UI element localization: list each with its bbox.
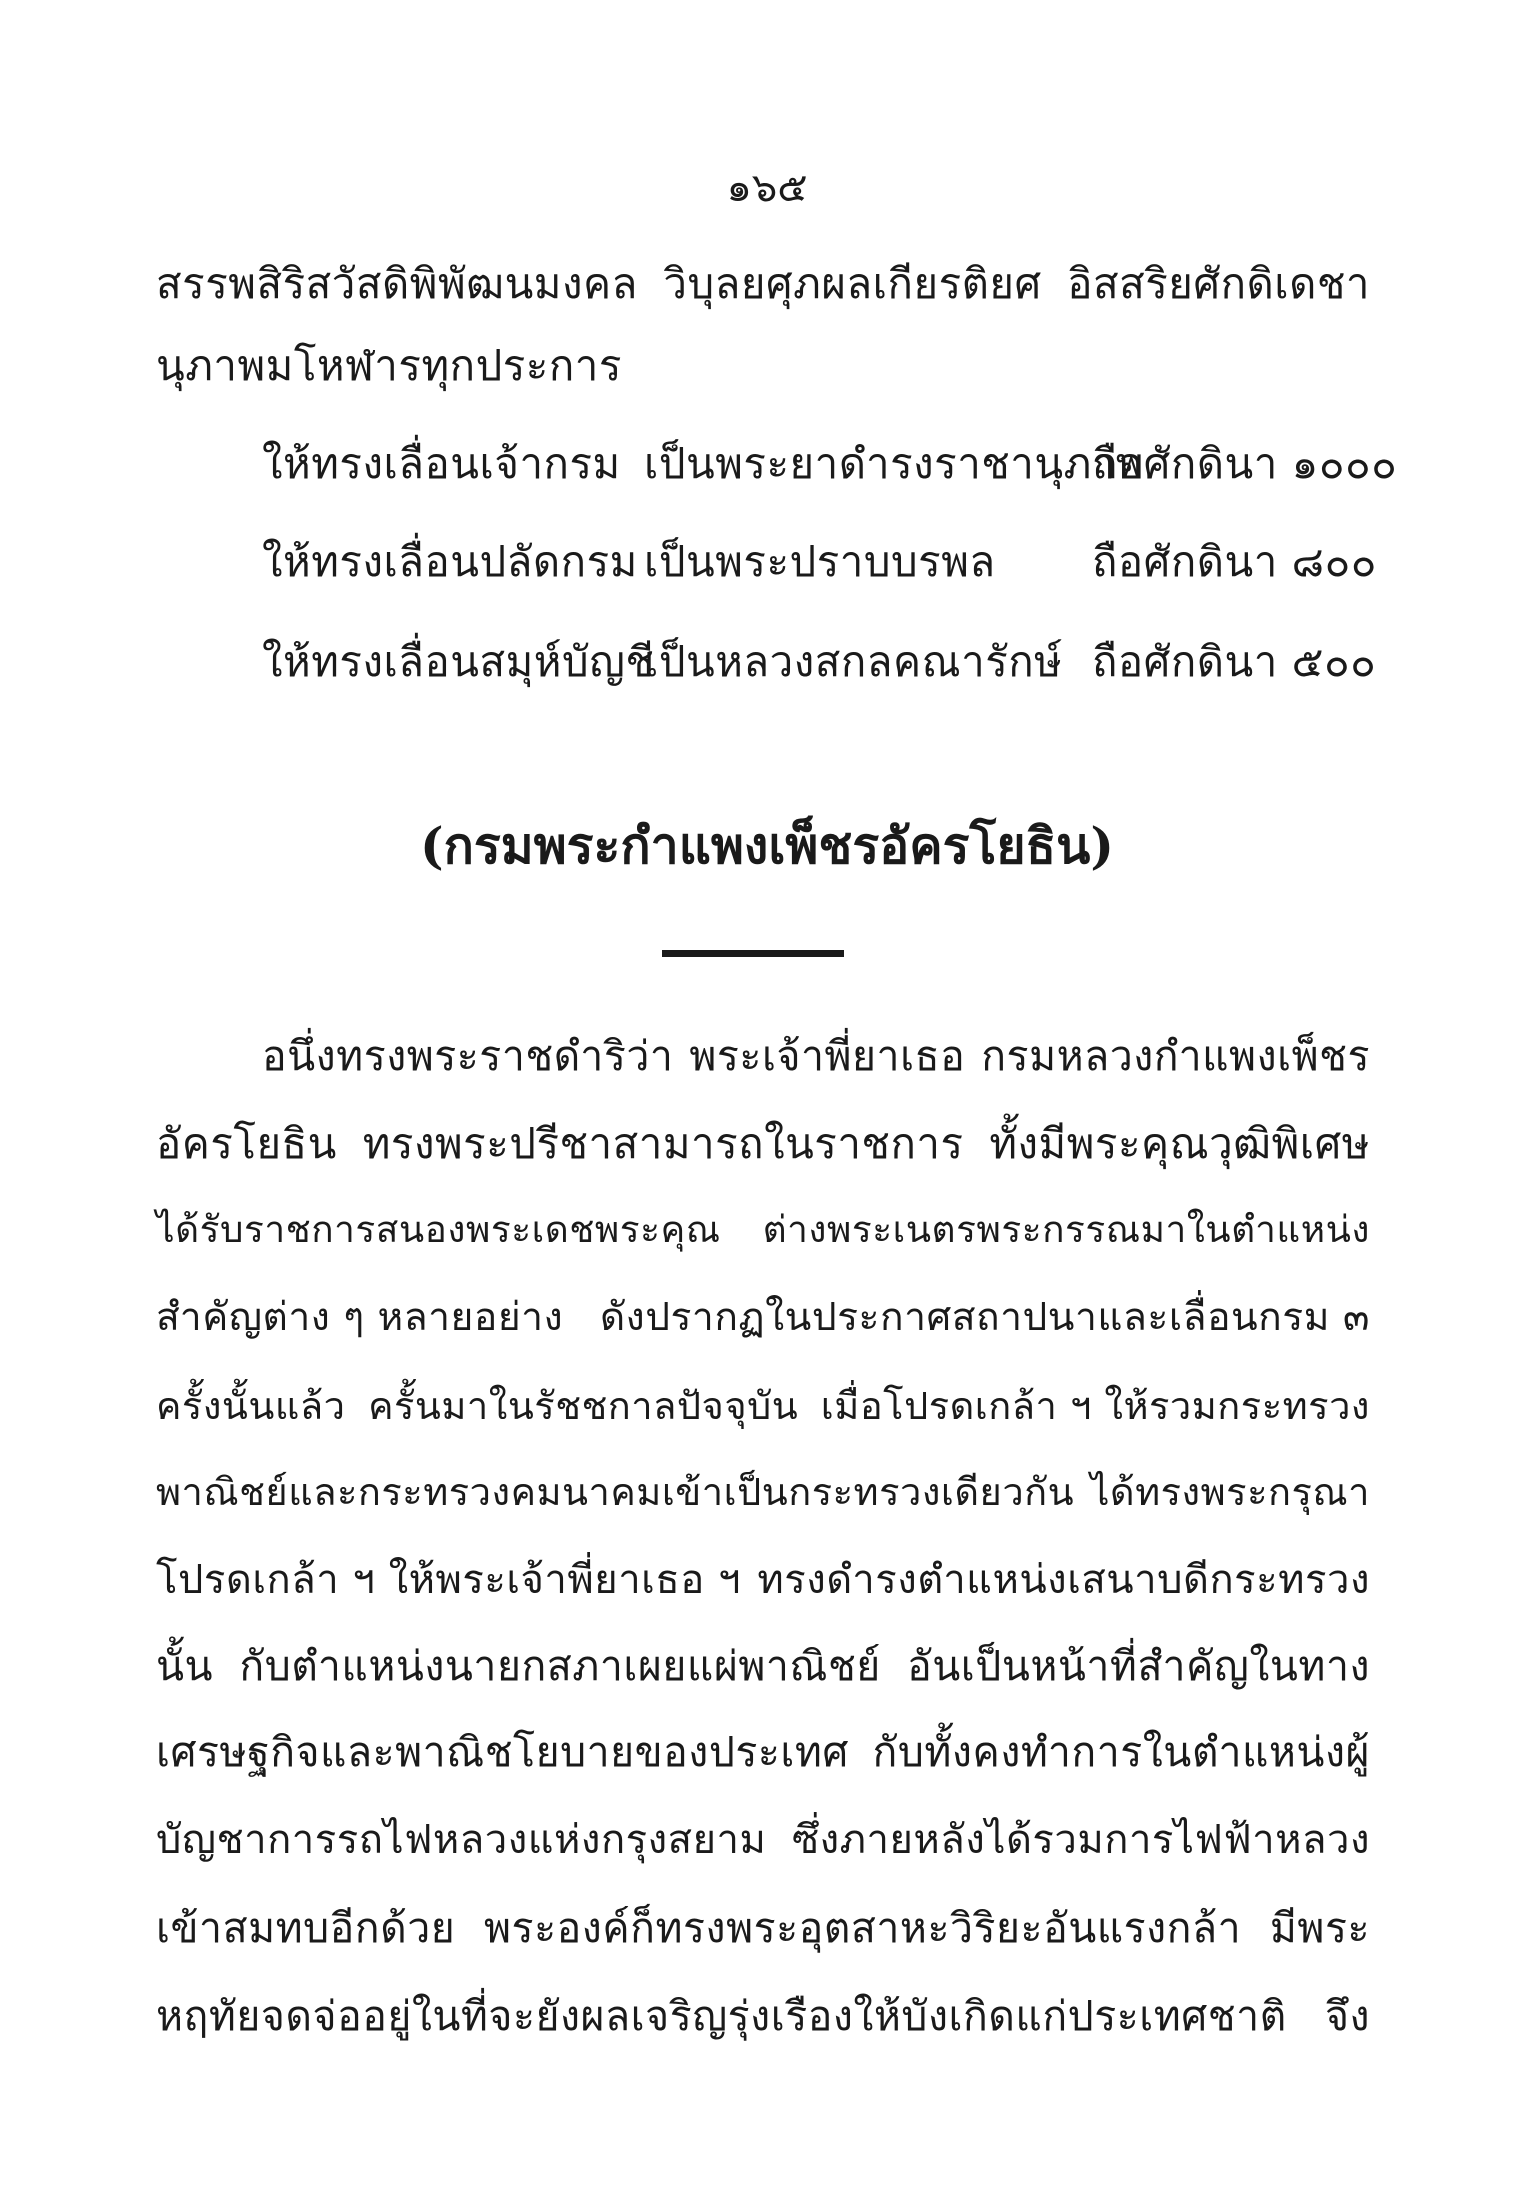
body-text: อัครโยธิน <box>156 1119 337 1168</box>
body-text: ได้ทรงพระกรุณา <box>1090 1470 1370 1514</box>
body-text: กับทั้งคงทำการในตำแหน่งผู้ <box>872 1728 1370 1776</box>
body-line <box>156 1986 1370 2046</box>
intro-text: อิสสริยศักดิเดชา <box>1067 259 1370 308</box>
body-text: มีพระ <box>1269 1904 1370 1952</box>
body-line <box>156 1636 1370 1696</box>
body-line <box>262 1026 1370 1086</box>
body-text: ทรงดำรงตำแหน่งเสนาบดีกระทรวง <box>757 1557 1370 1603</box>
body-line <box>156 1288 1370 1348</box>
body-text: โปรดเกล้า ฯ ให้พระเจ้าพี่ยาเธอ ฯ <box>156 1557 741 1603</box>
body-line <box>156 1550 1370 1610</box>
body-text: สำคัญต่าง ๆ หลายอย่าง <box>156 1295 564 1340</box>
body-text: พระองค์ก็ทรงพระอุตสาหะวิริยะอันแรงกล้า <box>484 1904 1242 1952</box>
promotion-row <box>262 434 1397 494</box>
intro-text: วิบุลยศุภผลเกียรติยศ <box>663 259 1042 308</box>
promotion-rank: เป็นพระยาดำรงราชานุภาพ <box>644 439 1145 488</box>
page-number: ๑๖๕ <box>726 165 808 211</box>
body-text: เข้าสมทบอีกด้วย <box>156 1904 456 1952</box>
promotion-rank: เป็นหลวงสกลคณารักษ์ <box>644 637 1063 686</box>
body-text: ครั้งนั้นแล้ว <box>156 1384 346 1428</box>
promotion-row <box>262 532 1377 592</box>
intro-text: นุภาพมโหฬารทุกประการ <box>156 341 622 390</box>
body-line <box>156 1114 1370 1174</box>
body-text: ซึ่งภายหลังได้รวมการไฟฟ้าหลวง <box>791 1817 1370 1863</box>
body-text: ได้รับราชการสนองพระเดชพระคุณ <box>156 1208 721 1251</box>
promotion-sakdina: ถือศักดินา ๘๐๐ <box>1092 537 1377 586</box>
body-text: อนึ่งทรงพระราชดำริว่า <box>262 1032 674 1080</box>
intro-line <box>156 336 622 396</box>
intro-line <box>156 254 1370 314</box>
body-line <box>156 1200 1370 1260</box>
promotion-rank: เป็นพระปราบบรพล <box>644 537 996 586</box>
body-line <box>156 1722 1370 1782</box>
body-text: เศรษฐกิจและพาณิชโยบายของประเทศ <box>156 1728 849 1776</box>
body-text: พาณิชย์และกระทรวงคมนาคมเข้าเป็นกระทรวงเดียวกัน <box>156 1470 1075 1514</box>
body-text: ทรงพระปรีชาสามารถในราชการ <box>362 1119 964 1168</box>
body-text: จึง <box>1324 1992 1370 2040</box>
body-text: ครั้นมาในรัชชกาลปัจจุบัน <box>368 1384 799 1428</box>
promotion-row <box>262 632 1376 692</box>
body-line <box>156 1810 1370 1870</box>
body-text: บัญชาการรถไฟหลวงแห่งกรุงสยาม <box>156 1817 767 1863</box>
body-line <box>156 1376 1370 1436</box>
body-text: อันเป็นหน้าที่สำคัญในทาง <box>907 1642 1370 1690</box>
body-text: พระเจ้าพี่ยาเธอ <box>689 1032 966 1080</box>
body-text: นั้น <box>156 1642 214 1690</box>
body-text: ทั้งมีพระคุณวุฒิพิเศษ <box>989 1119 1370 1168</box>
promotion-title: ให้ทรงเลื่อนปลัดกรม <box>262 537 638 586</box>
promotion-sakdina: ถือศักดินา ๑๐๐๐ <box>1092 439 1398 488</box>
promotion-title: ให้ทรงเลื่อนสมุห์บัญชี <box>262 637 655 686</box>
body-text: เมื่อโปรดเกล้า ฯ ให้รวมกระทรวง <box>820 1384 1370 1428</box>
body-text: ต่างพระเนตรพระกรรณมาในตำแหน่ง <box>762 1208 1370 1251</box>
promotion-title: ให้ทรงเลื่อนเจ้ากรม <box>262 439 621 488</box>
body-text: กับตำแหน่งนายกสภาเผยแผ่พาณิชย์ <box>239 1642 881 1690</box>
section-heading: (กรมพระกำแพงเพ็ชรอัครโยธิน) <box>419 816 1115 875</box>
intro-text: สรรพสิริสวัสดิพิพัฒนมงคล <box>156 259 638 308</box>
body-line <box>156 1462 1370 1522</box>
body-line <box>156 1898 1370 1958</box>
promotion-sakdina: ถือศักดินา ๕๐๐ <box>1092 637 1377 686</box>
body-text: ดังปรากฏในประกาศสถาปนาและเลื่อนกรม ๓ <box>599 1295 1370 1340</box>
body-text: กรมหลวงกำแพงเพ็ชร <box>981 1032 1370 1080</box>
heading-rule <box>662 950 844 957</box>
body-text: หฤทัยจดจ่ออยู่ในที่จะยังผลเจริญรุ่งเรืองให้บังเกิดแก่ประเทศชาติ <box>156 1992 1287 2040</box>
